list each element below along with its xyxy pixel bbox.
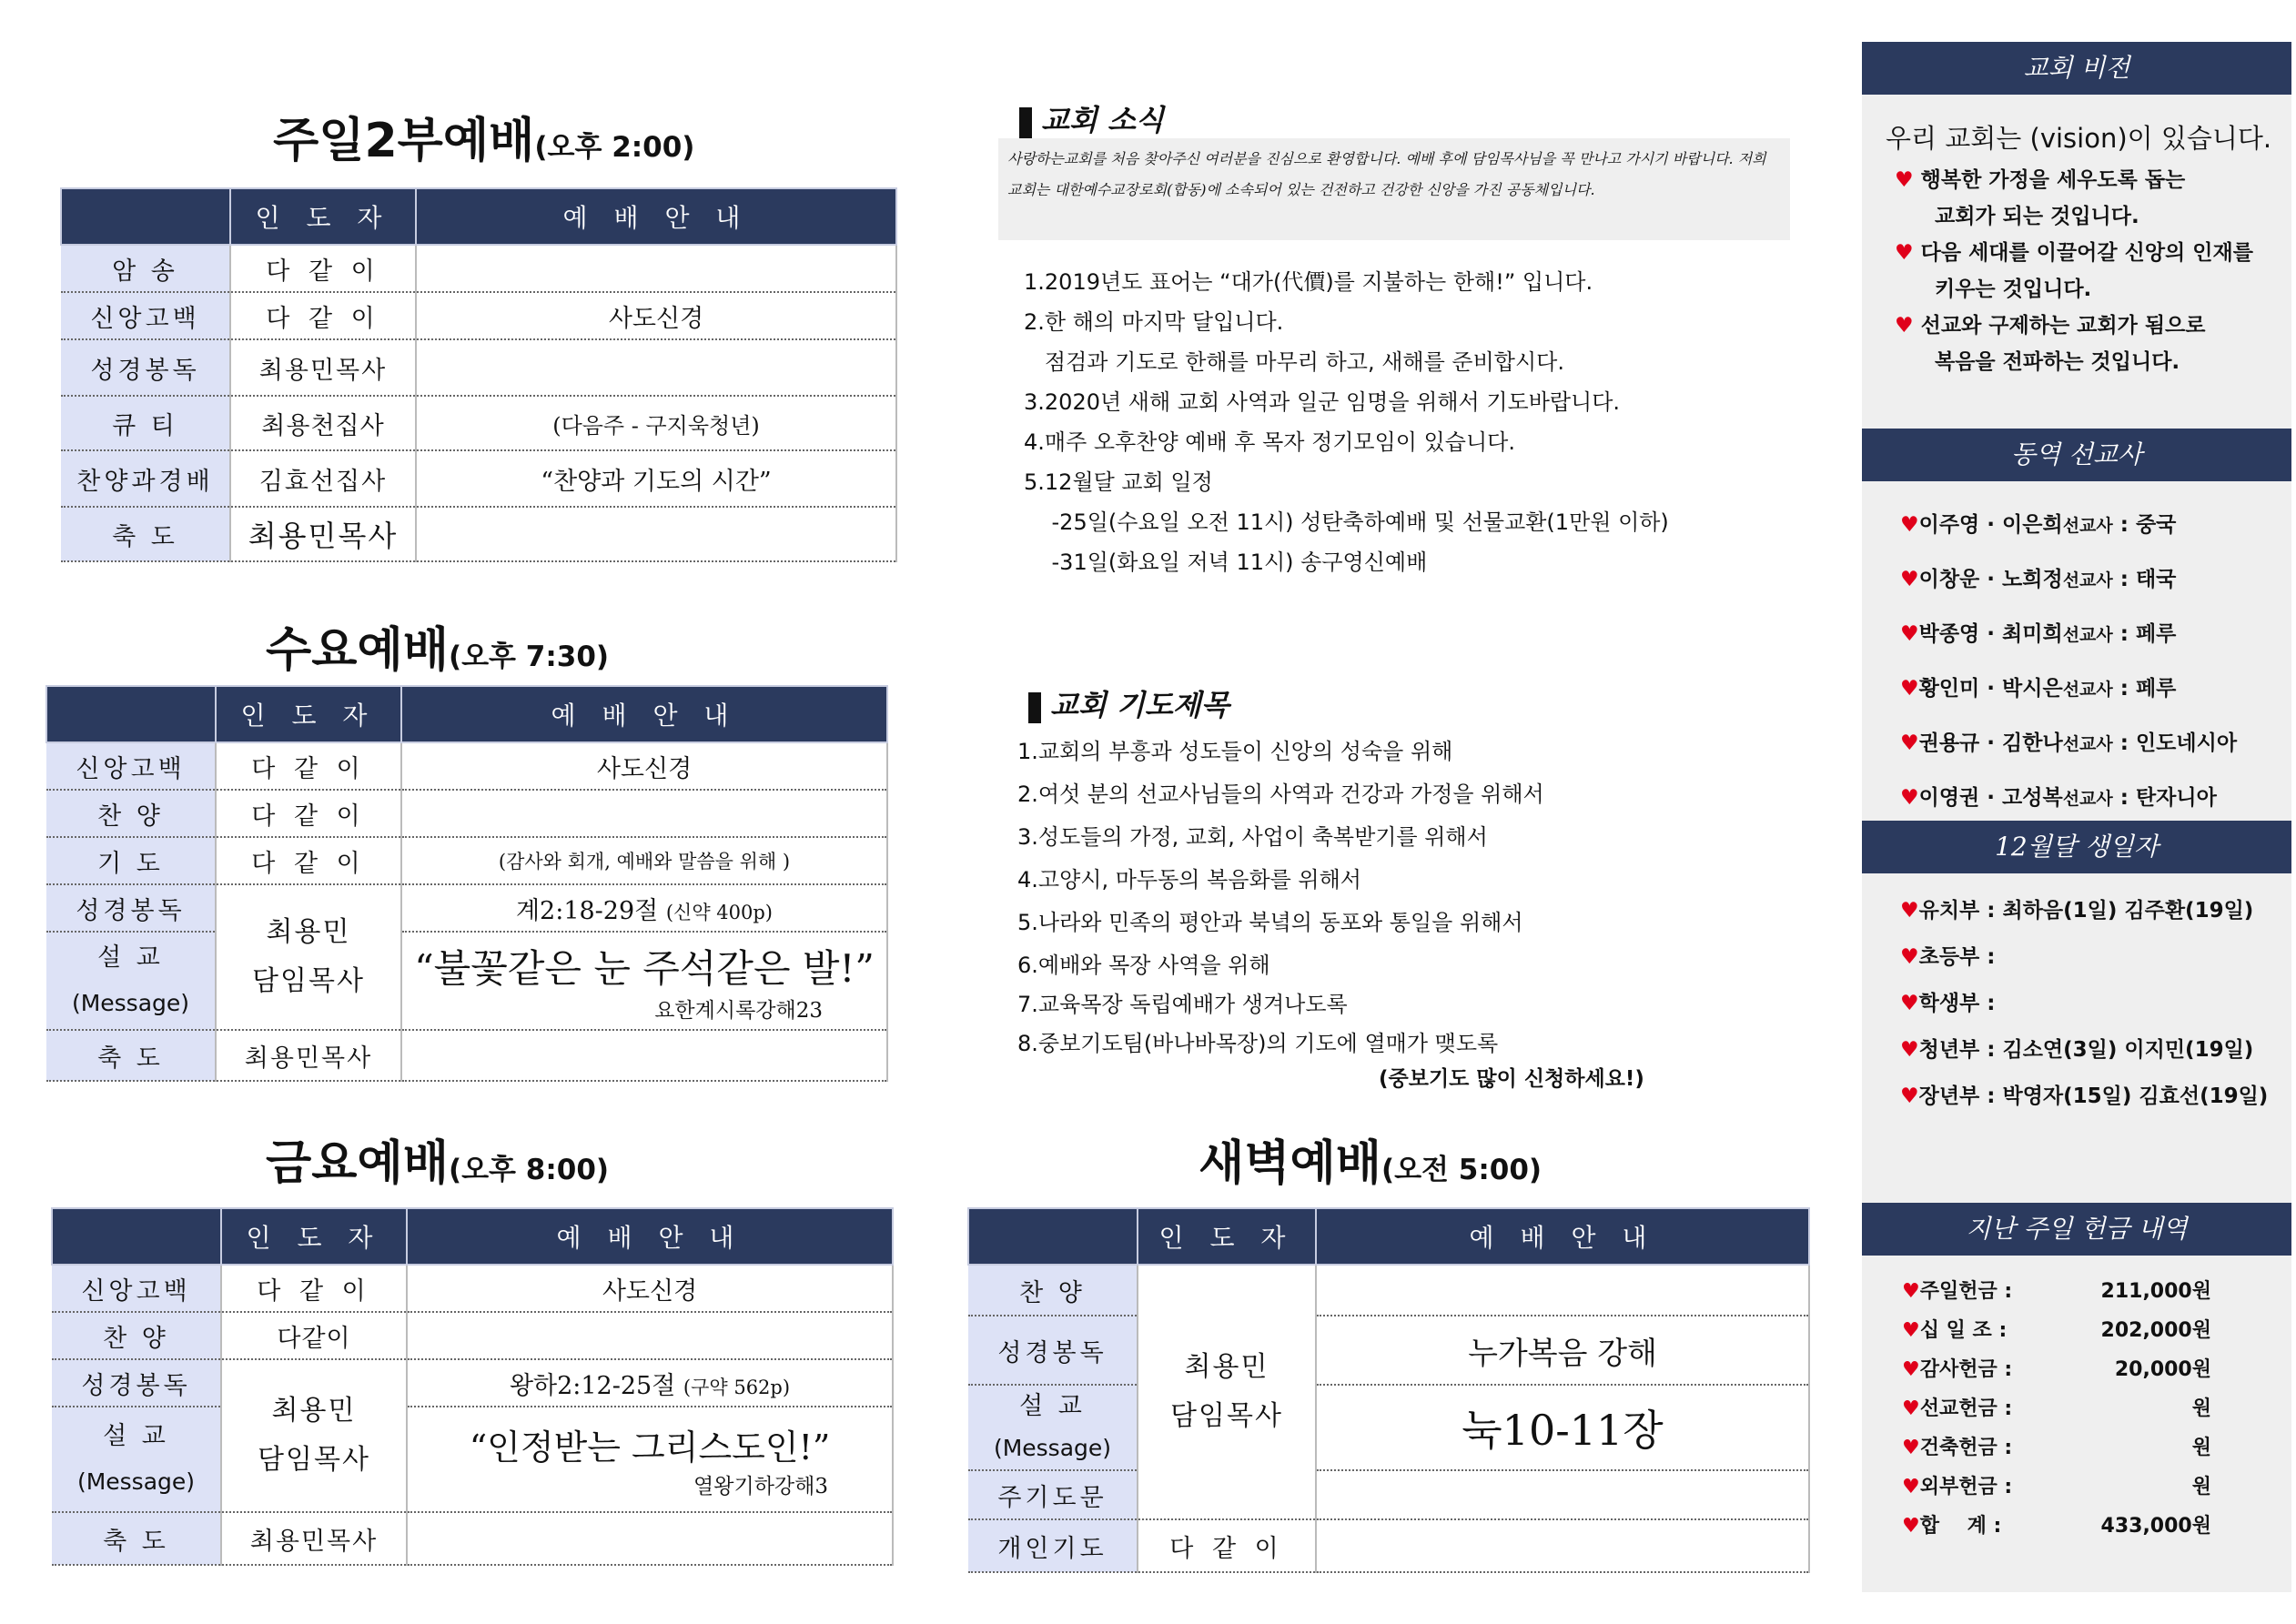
row-label: 성경봉독 bbox=[61, 339, 230, 396]
heart-icon: ♥ bbox=[1902, 1358, 1920, 1381]
birthday-item: ♥청년부 : 김소연(3일) 이지민(19일) bbox=[1900, 1038, 2254, 1062]
heart-icon: ♥ bbox=[1900, 568, 1919, 591]
dawn-topic: 누가복음 강해 bbox=[1316, 1316, 1809, 1385]
offering-label: 합 계 : bbox=[1919, 1515, 2002, 1538]
offering-label: 건축헌금 : bbox=[1919, 1437, 2013, 1459]
heart-icon: ♥ bbox=[1900, 992, 1919, 1015]
table-header-lead: 인 도 자 bbox=[221, 1208, 407, 1265]
heart-icon: ♥ bbox=[1895, 241, 1914, 265]
missionary-country: 인도네시아 bbox=[2135, 731, 2238, 755]
row-label: 찬 양 bbox=[46, 790, 216, 837]
missionaries-heading: 동역 선교사 bbox=[1862, 429, 2291, 481]
sermon-label-cell bbox=[46, 932, 216, 1030]
row-label: 암 송 bbox=[61, 245, 230, 292]
offering-amount: 원 bbox=[2191, 1476, 2211, 1498]
offering-item bbox=[1902, 1393, 2266, 1432]
dawn-service-table bbox=[967, 1207, 1810, 1573]
missionary-item: ♥이영권 · 고성복선교사 : 탄자니아 bbox=[1900, 786, 2217, 810]
row-lead: 최용천집사 bbox=[230, 396, 416, 450]
vision-line: 교회가 되는 것입니다. bbox=[1935, 205, 2139, 228]
birthday-group: 청년부 bbox=[1918, 1038, 1980, 1062]
heart-icon: ♥ bbox=[1900, 731, 1919, 755]
wednesday-service-title bbox=[266, 611, 609, 680]
offering-item bbox=[1902, 1432, 2266, 1471]
missionary-item: ♥박종영 · 최미희선교사 : 페루 bbox=[1900, 622, 2177, 646]
row-guide: 사도신경 bbox=[401, 742, 887, 790]
missionary-country: 페루 bbox=[2135, 677, 2177, 701]
sermon-cell bbox=[407, 1407, 893, 1512]
birthday-people: 박영자(15일) 김효선(19일) bbox=[2002, 1084, 2269, 1108]
table-header-guide: 예 배 안 내 bbox=[407, 1208, 893, 1265]
row-guide bbox=[1316, 1519, 1809, 1572]
prayer-item: 8.중보기도팀(바나바목장)의 기도에 열매가 맺도록 bbox=[1017, 1031, 1499, 1056]
service-time: (오전 5:00) bbox=[1381, 1154, 1542, 1186]
prayer-heading-text: 교회 기도제목 bbox=[1050, 688, 1229, 722]
missionary-names: 권용규 · 김한나 bbox=[1918, 731, 2063, 755]
row-label: 신앙고백 bbox=[46, 742, 216, 790]
heart-icon: ♥ bbox=[1902, 1397, 1920, 1420]
table-header-guide: 예 배 안 내 bbox=[401, 686, 887, 742]
preacher-title: 담임목사 bbox=[252, 965, 365, 997]
offering-item bbox=[1902, 1354, 2266, 1393]
offering-label: 선교헌금 : bbox=[1919, 1397, 2013, 1420]
row-label-sub: (Message) bbox=[71, 990, 190, 1016]
sermon-label-cell bbox=[52, 1407, 221, 1512]
heading-bar bbox=[1028, 692, 1041, 723]
row-guide: (다음주 - 구지욱청년) bbox=[416, 396, 896, 450]
row-label-sub: (Message) bbox=[76, 1468, 196, 1495]
news-list bbox=[1024, 262, 1669, 582]
offering-amount: 원 bbox=[2191, 1397, 2211, 1420]
birthday-list bbox=[1900, 888, 2268, 1120]
missionary-item: ♥이창운 · 노희정선교사 : 태국 bbox=[1900, 568, 2177, 591]
prayer-item: 4.고양시, 마두동의 복음화를 위해서 bbox=[1017, 867, 1361, 893]
table-header-guide: 예 배 안 내 bbox=[1316, 1208, 1809, 1265]
preacher-title: 담임목사 bbox=[258, 1444, 370, 1476]
friday-service-title bbox=[266, 1125, 609, 1193]
missionary-title: 선교사 bbox=[2062, 625, 2113, 645]
heart-icon: ♥ bbox=[1900, 677, 1919, 701]
service-name: 수요예배 bbox=[266, 623, 449, 678]
offering-heading: 지난 주일 헌금 내역 bbox=[1862, 1203, 2291, 1256]
row-label: 축 도 bbox=[61, 507, 230, 561]
missionary-country: 중국 bbox=[2135, 513, 2177, 537]
vision-heading: 교회 비전 bbox=[1862, 42, 2291, 95]
row-guide bbox=[1316, 1265, 1809, 1316]
offering-label: 주일헌금 : bbox=[1919, 1280, 2013, 1303]
row-lead: 김효선집사 bbox=[230, 450, 416, 507]
preacher-cell bbox=[216, 884, 401, 1030]
vision-line: 선교와 구제하는 교회가 됨으로 bbox=[1920, 314, 2206, 338]
news-item: -25일(수요일 오전 11시) 성탄축하예배 및 선물교환(1만원 이하) bbox=[1024, 509, 1669, 535]
scripture-page: (구약 562p) bbox=[683, 1376, 791, 1398]
row-label: 설 교 bbox=[1019, 1392, 1086, 1420]
row-label: 성경봉독 bbox=[968, 1316, 1138, 1385]
row-guide bbox=[401, 1030, 887, 1081]
row-guide bbox=[416, 507, 896, 561]
row-guide bbox=[416, 339, 896, 396]
heart-icon: ♥ bbox=[1895, 314, 1914, 338]
row-lead: 다같이 bbox=[221, 1312, 407, 1359]
vision-item bbox=[1895, 162, 2253, 380]
missionary-title: 선교사 bbox=[2062, 734, 2113, 754]
row-lead: 다 같 이 bbox=[216, 790, 401, 837]
heart-icon: ♥ bbox=[1902, 1319, 1920, 1342]
row-label: 큐 티 bbox=[61, 396, 230, 450]
prayer-item: 7.교육목장 독립예배가 생겨나도록 bbox=[1017, 992, 1348, 1017]
scripture: 계2:18-29절 bbox=[515, 896, 659, 925]
service-name: 주일2부예배 bbox=[273, 114, 535, 168]
wednesday-service-table bbox=[46, 685, 888, 1082]
news-heading bbox=[1019, 97, 1164, 139]
vision-intro: 우리 교회는 (vision)이 있습니다. bbox=[1886, 123, 2272, 154]
sermon-title: “불꽃같은 눈 주석같은 발!” bbox=[414, 945, 875, 991]
row-lead: 다 같 이 bbox=[230, 245, 416, 292]
service-time: (오후 8:00) bbox=[448, 1154, 610, 1186]
offering-amount: 20,000원 bbox=[2114, 1358, 2211, 1381]
prayer-item: 1.교회의 부흥과 성도들이 신앙의 성숙을 위해 bbox=[1017, 739, 1453, 764]
news-item: 1.2019년도 표어는 “대가(代價)를 지불하는 한해!” 입니다. bbox=[1024, 269, 1593, 295]
row-guide: “찬양과 기도의 시간” bbox=[416, 450, 896, 507]
service-time: (오후 2:00) bbox=[534, 131, 695, 164]
sermon-label-cell bbox=[968, 1385, 1138, 1470]
table-header-blank bbox=[61, 188, 230, 245]
row-guide bbox=[407, 1312, 893, 1359]
row-label: 신앙고백 bbox=[52, 1265, 221, 1312]
heart-icon: ♥ bbox=[1902, 1476, 1920, 1498]
service-name: 금요예배 bbox=[266, 1136, 449, 1191]
row-label-sub: (Message) bbox=[993, 1435, 1112, 1461]
row-label: 설 교 bbox=[103, 1422, 169, 1450]
news-item: -31일(화요일 저녁 11시) 송구영신예배 bbox=[1024, 550, 1428, 575]
dawn-service-title bbox=[1199, 1125, 1542, 1193]
news-item: 4.매주 오후찬양 예배 후 목자 정기모임이 있습니다. bbox=[1024, 429, 1515, 455]
row-label: 성경봉독 bbox=[52, 1359, 221, 1407]
sermon-cell bbox=[401, 932, 887, 1030]
sermon-series: 요한계시록강해23 bbox=[654, 998, 823, 1023]
birthday-people: 최하음(1일) 김주환(19일) bbox=[2002, 899, 2254, 923]
heart-icon: ♥ bbox=[1900, 622, 1919, 646]
row-guide bbox=[401, 790, 887, 837]
preacher-cell bbox=[1138, 1265, 1316, 1519]
birthday-item: ♥학생부 : bbox=[1900, 992, 1996, 1015]
row-lead: 최용민목사 bbox=[221, 1512, 407, 1565]
offering-item bbox=[1902, 1315, 2266, 1354]
heart-icon: ♥ bbox=[1900, 513, 1919, 537]
missionary-item: ♥이주영 · 이은희선교사 : 중국 bbox=[1900, 513, 2177, 537]
heart-icon: ♥ bbox=[1900, 945, 1919, 969]
sunday-service-title bbox=[273, 102, 694, 170]
table-header-blank bbox=[46, 686, 216, 742]
row-lead: 최용민목사 bbox=[230, 339, 416, 396]
missionary-country: 탄자니아 bbox=[2135, 786, 2217, 810]
vision-line: 행복한 가정을 세우도록 돕는 bbox=[1920, 168, 2186, 192]
row-label: 주기도문 bbox=[968, 1470, 1138, 1519]
sermon-title: “인정받는 그리스도인!” bbox=[469, 1427, 831, 1468]
sunday-service-table bbox=[60, 187, 897, 562]
row-guide bbox=[407, 1512, 893, 1565]
offering-total bbox=[1902, 1510, 2266, 1549]
row-guide: (감사와 회개, 예배와 말씀을 위해 ) bbox=[401, 837, 887, 884]
missionary-list bbox=[1900, 499, 2237, 826]
missionary-names: 박종영 · 최미희 bbox=[1918, 622, 2063, 646]
missionary-names: 이창운 · 노희정 bbox=[1918, 568, 2063, 591]
birthdays-heading: 12월달 생일자 bbox=[1862, 821, 2291, 873]
news-item: 점검과 기도로 한해를 마무리 하고, 새해를 준비합시다. bbox=[1024, 349, 1564, 375]
prayer-item: 5.나라와 민족의 평안과 북녘의 동포와 통일을 위해서 bbox=[1017, 910, 1523, 935]
prayer-heading bbox=[1028, 682, 1229, 724]
offering-amount: 433,000원 bbox=[2100, 1515, 2211, 1538]
heart-icon: ♥ bbox=[1902, 1515, 1920, 1538]
birthday-group: 장년부 bbox=[1918, 1084, 1980, 1108]
offering-label: 외부헌금 : bbox=[1919, 1476, 2013, 1498]
news-item: 3.2020년 새해 교회 사역과 일군 임명을 위해서 기도바랍니다. bbox=[1024, 389, 1621, 415]
missionary-country: 페루 bbox=[2135, 622, 2177, 646]
row-label: 설 교 bbox=[97, 943, 164, 972]
birthday-group: 유치부 bbox=[1918, 899, 1980, 923]
row-label: 축 도 bbox=[52, 1512, 221, 1565]
heart-icon: ♥ bbox=[1895, 168, 1914, 192]
row-guide: 사도신경 bbox=[416, 292, 896, 339]
missionary-title: 선교사 bbox=[2062, 516, 2113, 536]
table-header-lead: 인 도 자 bbox=[230, 188, 416, 245]
row-label: 개인기도 bbox=[968, 1519, 1138, 1572]
offering-item bbox=[1902, 1471, 2266, 1510]
friday-service-table bbox=[51, 1207, 894, 1566]
offering-label: 십 일 조 : bbox=[1919, 1319, 2008, 1342]
missionary-names: 이영권 · 고성복 bbox=[1918, 786, 2063, 810]
scripture-page: (신약 400p) bbox=[665, 901, 774, 923]
birthday-group: 초등부 bbox=[1918, 945, 1980, 969]
missionary-country: 태국 bbox=[2135, 568, 2177, 591]
row-label: 기 도 bbox=[46, 837, 216, 884]
sermon-series: 열왕기하강해3 bbox=[693, 1475, 828, 1498]
row-lead: 다 같 이 bbox=[216, 742, 401, 790]
missionary-names: 이주영 · 이은희 bbox=[1918, 513, 2063, 537]
missionary-title: 선교사 bbox=[2062, 789, 2113, 809]
vision-line: 키우는 것입니다. bbox=[1935, 277, 2092, 301]
vision-line: 다음 세대를 이끌어갈 신앙의 인재를 bbox=[1920, 241, 2253, 265]
row-lead: 다 같 이 bbox=[1138, 1519, 1316, 1572]
table-header-blank bbox=[968, 1208, 1138, 1265]
birthday-people: 김소연(3일) 이지민(19일) bbox=[2002, 1038, 2254, 1062]
row-label: 찬 양 bbox=[968, 1265, 1138, 1316]
heading-bar bbox=[1019, 107, 1032, 138]
prayer-note: (중보기도 많이 신청하세요!) bbox=[1379, 1067, 1644, 1091]
missionary-item: ♥권용규 · 김한나선교사 : 인도네시아 bbox=[1900, 731, 2238, 755]
missionary-names: 황인미 · 박시은 bbox=[1918, 677, 2063, 701]
row-lead: 다 같 이 bbox=[230, 292, 416, 339]
row-guide bbox=[416, 245, 896, 292]
birthday-group: 학생부 bbox=[1918, 992, 1980, 1015]
offering-amount: 202,000원 bbox=[2100, 1319, 2211, 1342]
row-lead: 최용민목사 bbox=[216, 1030, 401, 1081]
table-header-blank bbox=[52, 1208, 221, 1265]
scripture-cell bbox=[407, 1359, 893, 1407]
row-guide: 사도신경 bbox=[407, 1265, 893, 1312]
scripture-cell bbox=[401, 884, 887, 932]
heart-icon: ♥ bbox=[1902, 1280, 1920, 1303]
vision-line: 복음을 전파하는 것입니다. bbox=[1935, 350, 2180, 374]
offering-amount: 211,000원 bbox=[2100, 1280, 2211, 1303]
row-lead: 최용민목사 bbox=[230, 507, 416, 561]
preacher-name: 최용민 bbox=[1184, 1351, 1269, 1383]
table-header-lead: 인 도 자 bbox=[1138, 1208, 1316, 1265]
heart-icon: ♥ bbox=[1900, 899, 1919, 923]
row-label: 신앙고백 bbox=[61, 292, 230, 339]
preacher-name: 최용민 bbox=[271, 1395, 357, 1427]
offering-list bbox=[1902, 1276, 2266, 1549]
missionary-title: 선교사 bbox=[2062, 570, 2113, 590]
offering-amount: 원 bbox=[2191, 1437, 2211, 1459]
news-item: 2.한 해의 마지막 달입니다. bbox=[1024, 309, 1284, 335]
birthday-item: ♥장년부 : 박영자(15일) 김효선(19일) bbox=[1900, 1084, 2269, 1108]
preacher-name: 최용민 bbox=[266, 916, 351, 948]
offering-label: 감사헌금 : bbox=[1919, 1358, 2013, 1381]
scripture: 왕하2:12-25절 bbox=[509, 1371, 676, 1400]
birthday-item: ♥초등부 : bbox=[1900, 945, 1996, 969]
prayer-item: 3.성도들의 가정, 교회, 사업이 축복받기를 위해서 bbox=[1017, 824, 1488, 850]
news-item: 5.12월달 교회 일정 bbox=[1024, 469, 1213, 495]
row-label: 찬양과경배 bbox=[61, 450, 230, 507]
heart-icon: ♥ bbox=[1900, 786, 1919, 810]
table-header-lead: 인 도 자 bbox=[216, 686, 401, 742]
row-label: 찬 양 bbox=[52, 1312, 221, 1359]
table-header-guide: 예 배 안 내 bbox=[416, 188, 896, 245]
news-heading-text: 교회 소식 bbox=[1041, 103, 1164, 137]
row-label: 성경봉독 bbox=[46, 884, 216, 932]
missionary-item: ♥황인미 · 박시은선교사 : 페루 bbox=[1900, 677, 2177, 701]
offering-item bbox=[1902, 1276, 2266, 1315]
heart-icon: ♥ bbox=[1900, 1084, 1919, 1108]
service-name: 새벽예배 bbox=[1199, 1136, 1381, 1191]
prayer-list bbox=[1017, 731, 1544, 1062]
birthday-item: ♥유치부 : 최하음(1일) 김주환(19일) bbox=[1900, 899, 2254, 923]
preacher-cell bbox=[221, 1359, 407, 1512]
preacher-title: 담임목사 bbox=[1170, 1400, 1283, 1432]
row-guide bbox=[1316, 1470, 1809, 1519]
heart-icon: ♥ bbox=[1902, 1437, 1920, 1459]
row-lead: 다 같 이 bbox=[216, 837, 401, 884]
row-label: 축 도 bbox=[46, 1030, 216, 1081]
prayer-item: 2.여섯 분의 선교사님들의 사역과 건강과 가정을 위해서 bbox=[1017, 782, 1544, 807]
prayer-item: 6.예배와 목장 사역을 위해 bbox=[1017, 953, 1270, 978]
missionary-title: 선교사 bbox=[2062, 680, 2113, 700]
news-intro: 사랑하는교회를 처음 찾아주신 여러분을 진심으로 환영합니다. 예배 후에 담임목사님을 꼭 만나고 가시기 바랍니다. 저희 교회는 대한예수교장로회(합동)에 소속되어 있는 건전하고 건강한 신앙을 가진 공동체입니다. bbox=[998, 138, 1790, 240]
service-time: (오후 7:30) bbox=[448, 641, 610, 673]
heart-icon: ♥ bbox=[1900, 1038, 1919, 1062]
row-lead: 다 같 이 bbox=[221, 1265, 407, 1312]
dawn-chapters: 눅10-11장 bbox=[1316, 1385, 1809, 1470]
